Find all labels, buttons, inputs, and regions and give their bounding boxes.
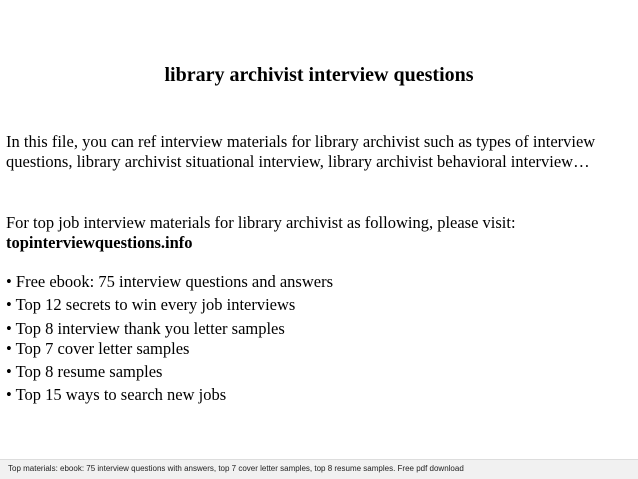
slide-title: library archivist interview questions [164,64,474,86]
footer-bar [0,459,638,479]
intro-paragraph [6,132,632,171]
bullet-item-thank-you: • Top 8 interview thank you letter samples [6,319,285,338]
visit-text: For top job interview materials for library archivist as following, please visit: [6,213,516,232]
bullet-item-cover-letter: • Top 7 cover letter samples [6,339,190,358]
bullet-item-free-ebook: • Free ebook: 75 interview questions and answers [6,272,333,291]
footer-text[interactable]: Top materials: ebook: 75 interview questions with answers, top 7 cover letter samples, top 8 resume samples. Free pdf download [8,464,464,473]
bullet-item-search-jobs: • Top 15 ways to search new jobs [6,385,227,404]
site-link[interactable]: topinterviewquestions.info [6,232,193,252]
intro-text: In this file, you can ref interview materials for library archivist such as types of interview questions, library archivist situational interview, library archivist behavioral interview… [6,132,596,171]
visit-paragraph [6,213,632,252]
bullet-item-resume: • Top 8 resume samples [6,362,163,381]
bullet-item-secrets: • Top 12 secrets to win every job interviews [6,295,296,314]
